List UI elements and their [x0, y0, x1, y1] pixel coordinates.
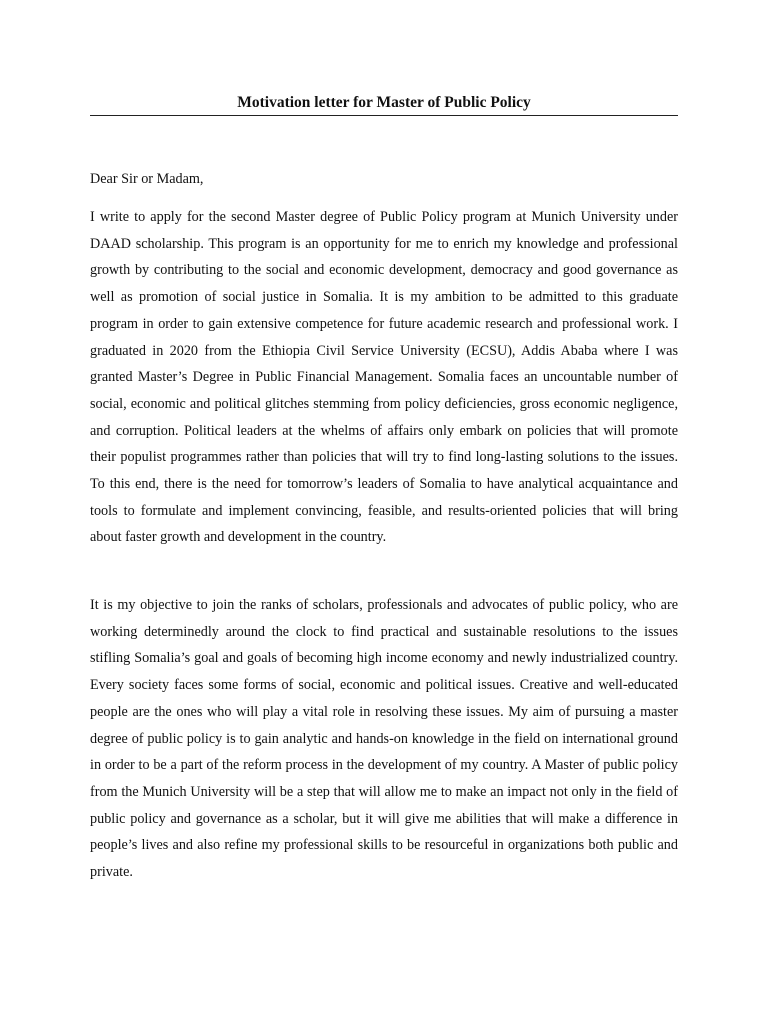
document-title: Motivation letter for Master of Public Policy: [237, 94, 531, 111]
salutation: Dear Sir or Madam,: [90, 171, 204, 187]
paragraph-1: I write to apply for the second Master degree of Public Policy program at Munich University under DAAD scholarship. This program is an opportunity for me to enrich my knowledge and professional growth by contributing to the social and economic development, democracy and good governance as well as promotion of social justice in Somalia. It is my ambition to be admitted to this graduate program in order to gain extensive competence for future academic research and professional work. I graduated in 2020 from the Ethiopia Civil Service University (ECSU), Addis Ababa where I was granted Master’s Degree in Public Financial Management. Somalia faces an uncountable number of social, economic and political glitches stemming from policy deficiencies, gross economic negligence, and corruption. Political leaders at the whelms of affairs only embark on policies that will promote their populist programmes rather than policies that will try to find long-lasting solutions to the issues. To this end, there is the need for tomorrow’s leaders of Somalia to have analytical acquaintance and tools to formulate and implement convincing, feasible, and results-oriented policies that will bring about faster growth and development in the country.: [90, 209, 678, 546]
paragraph-2: It is my objective to join the ranks of scholars, professionals and advocates of public policy, who are working determinedly around the clock to find practical and sustainable resolutions to the issues stifling Somalia’s goal and goals of becoming high income economy and newly industrialized country. Every society faces some forms of social, economic and political issues. Creative and well-educated people are the ones who will play a vital role in resolving these issues. My aim of pursuing a master degree of public policy is to gain analytic and hands-on knowledge in the field on international ground in order to be a part of the reform process in the development of my country. A Master of public policy from the Munich University will be a step that will allow me to make an impact not only in the field of public policy and governance as a scholar, but it will give me abilities that will make a difference in people’s lives and also refine my professional skills to be resourceful in organizations both public and private.: [90, 597, 678, 881]
title-underline: [90, 115, 678, 116]
